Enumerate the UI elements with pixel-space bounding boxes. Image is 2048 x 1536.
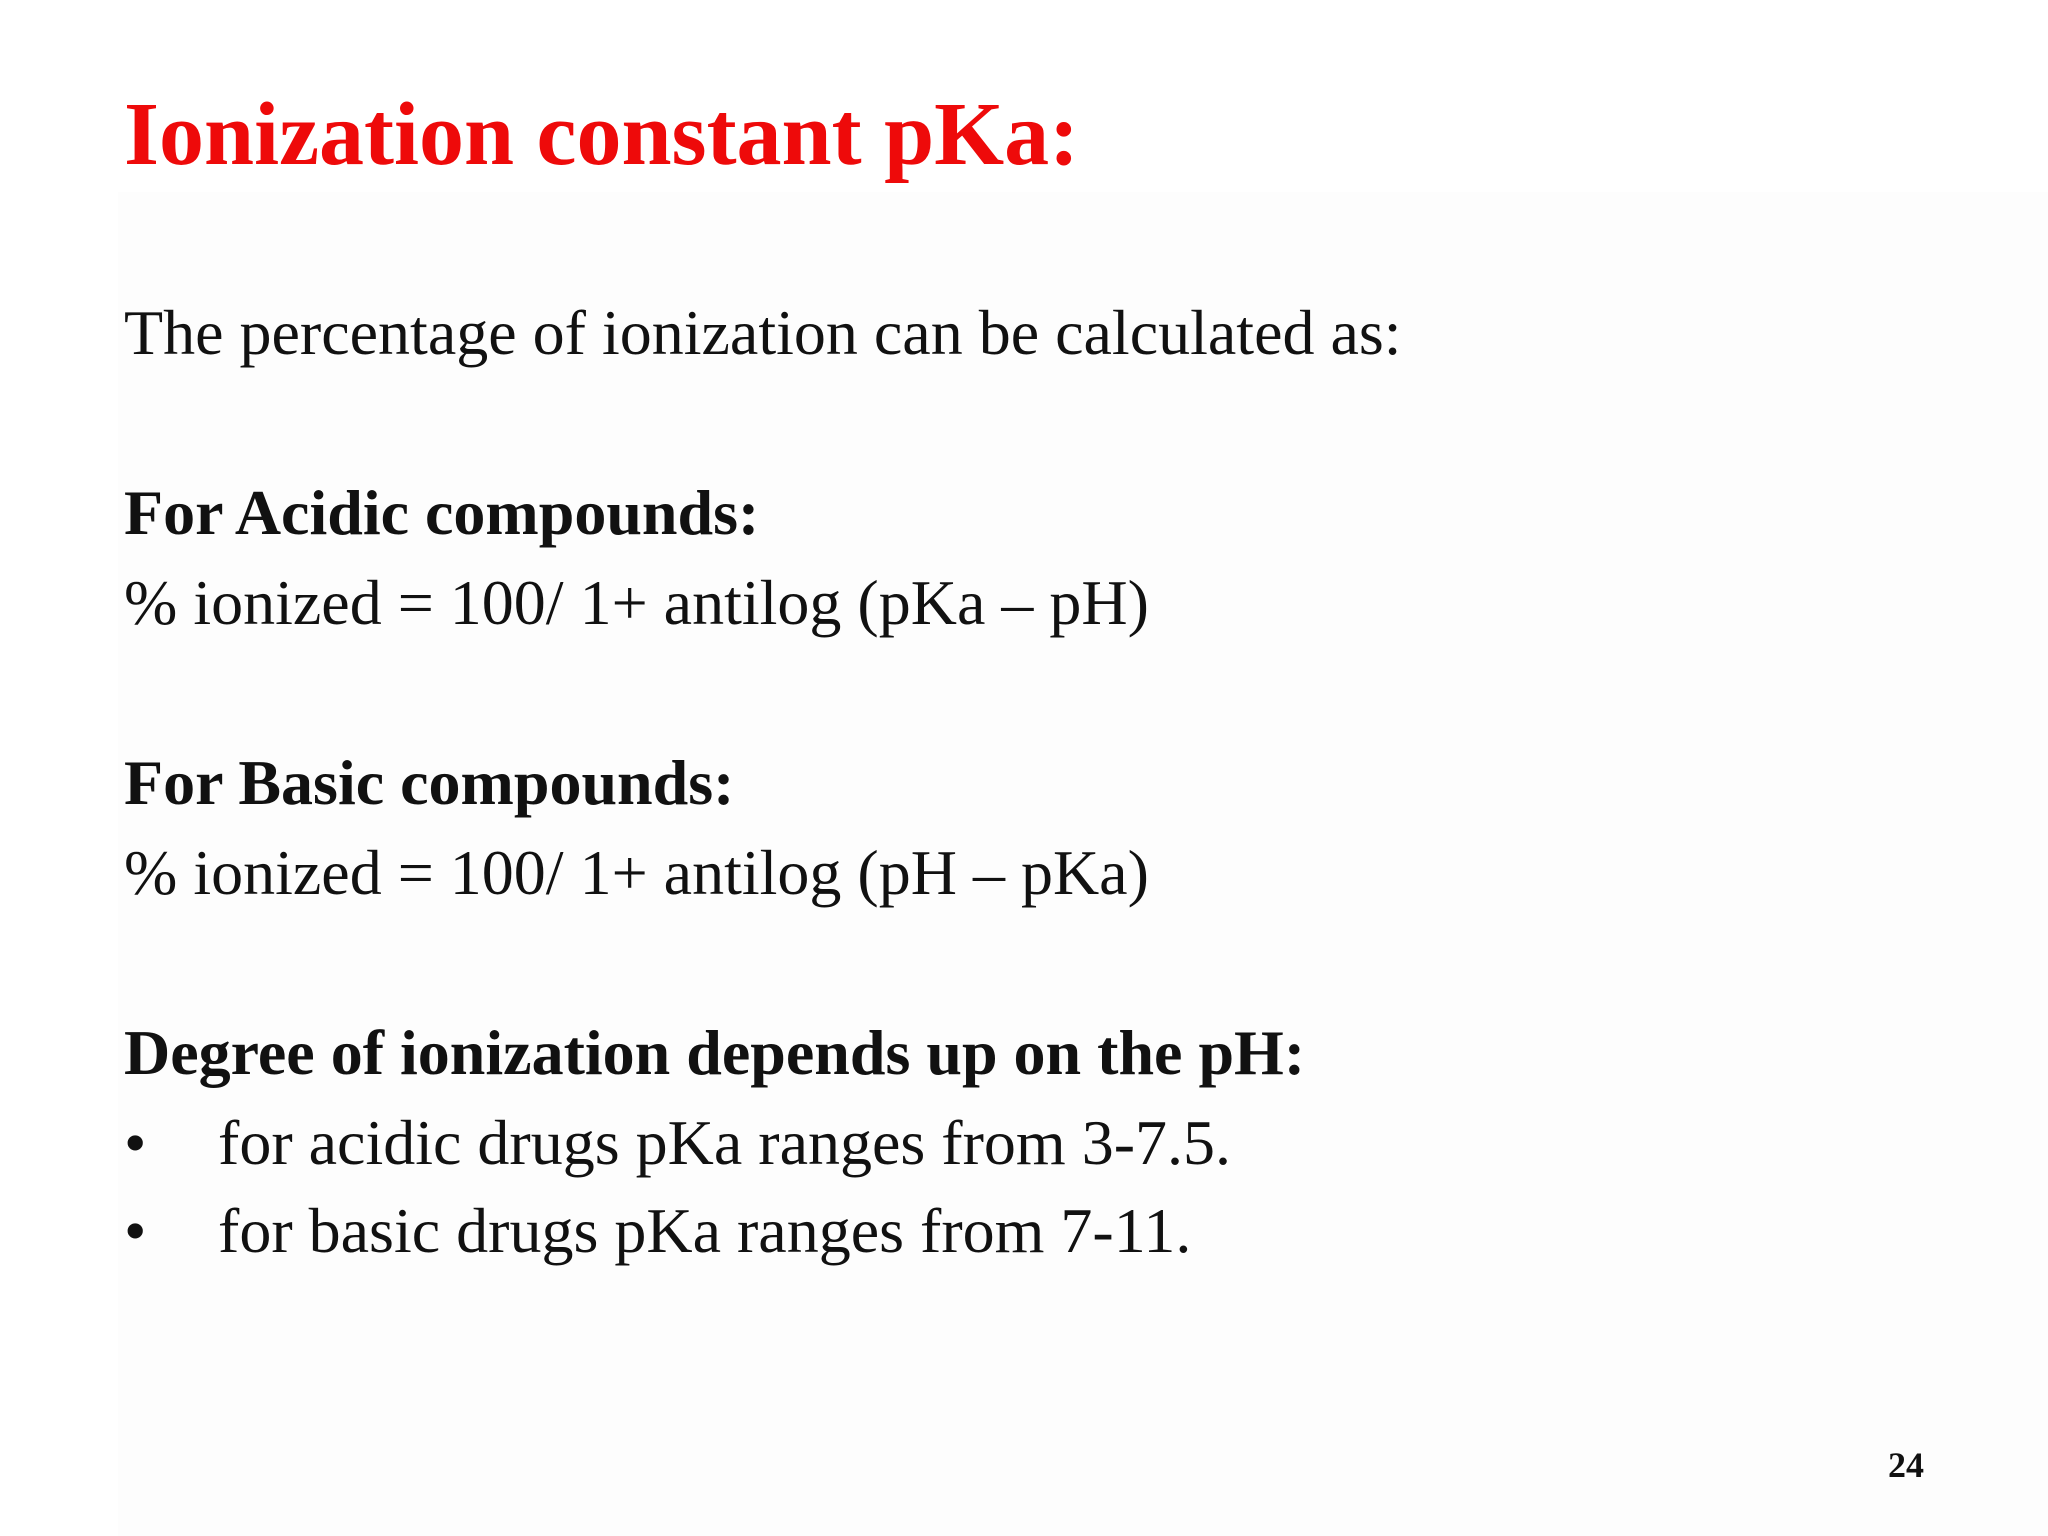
bullet-marker: • (124, 1107, 147, 1178)
bullet-marker: • (124, 1195, 147, 1266)
bullet-item (124, 1108, 1231, 1178)
intro-text: The percentage of ionization can be calculated as: (124, 297, 1402, 368)
bullet-item (124, 1196, 1191, 1266)
bullet-text: for basic drugs pKa ranges from 7-11. (218, 1195, 1192, 1266)
basic-heading: For Basic compounds: (124, 747, 735, 818)
degree-heading: Degree of ionization depends up on the pH: (124, 1017, 1306, 1088)
acidic-formula: % ionized = 100/ 1+ antilog (pKa – pH) (124, 567, 1149, 638)
basic-formula: % ionized = 100/ 1+ antilog (pH – pKa) (124, 837, 1149, 908)
slide-title: Ionization constant pKa: (124, 85, 1080, 184)
acidic-heading: For Acidic compounds: (124, 477, 760, 548)
page-number: 24 (1888, 1445, 1924, 1485)
bullet-text: for acidic drugs pKa ranges from 3-7.5. (218, 1107, 1231, 1178)
